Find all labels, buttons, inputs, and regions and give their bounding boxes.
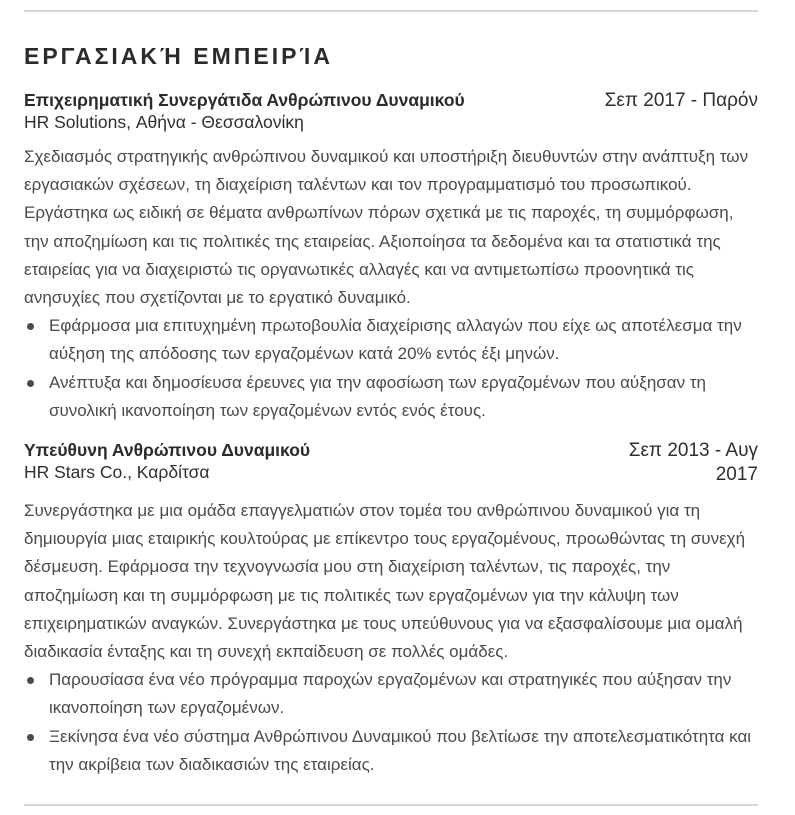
job-entry xyxy=(24,439,758,779)
achievement-text: Εφάρμοσα μια επιτυχημένη πρωτοβουλία διαχείρισης αλλαγών που είχε ως αποτέλεσμα την αύξηση της απόδοσης των εργαζομένων κατά 20% εντός έξι μηνών. xyxy=(49,316,742,364)
bottom-divider xyxy=(24,804,758,806)
achievement-list xyxy=(24,312,758,425)
job-company: HR Solutions, Αθήνα - Θεσσαλονίκη xyxy=(24,112,304,132)
job-description: Σχεδιασμός στρατηγικής ανθρώπινου δυναμικού και υποστήριξη διευθυντών στην ανάπτυξη των εργασιακών σχέσεων, τη διαχείριση ταλέντων και τον προγραμματισμό του προσωπικού. Εργάστηκα ως ειδική σε θέματα ανθρωπίνων πόρων σχετικά με τις παροχές, τη συμμόρφωση, την αποζημίωση και τις πολιτικές της εταιρείας. Αξιοποίησα τα δεδομένα και τα στατιστικά της εταιρείας για να διαχειριστώ τις οργανωτικές αλλαγές και να αντιμετωπίσω προονητικά τις ανησυχίες που σχετίζονται με το εργατικό δυναμικό. xyxy=(24,147,749,308)
achievement-item xyxy=(24,369,758,425)
achievement-text: Παρουσίασα ένα νέο πρόγραμμα παροχών εργαζομένων και στρατηγικές που αύξησαν την ικανοποίηση των εργαζομένων. xyxy=(49,670,732,718)
job-title: Υπεύθυνη Ανθρώπινου Δυναμικού xyxy=(24,440,311,461)
bullet-icon xyxy=(27,323,34,330)
achievement-item xyxy=(24,312,758,368)
job-dates: Σεπ 2017 - Παρόν xyxy=(604,90,758,111)
bullet-icon xyxy=(27,380,34,387)
section-title: ΕΡΓΑΣΙΑΚΉ ΕΜΠΕΙΡΊΑ xyxy=(24,43,333,69)
achievement-text: Ξεκίνησα ένα νέο σύστημα Ανθρώπινου Δυναμικού που βελτίωσε την αποτελεσματικότητα και την ακρίβεια των διαδικασιών της εταιρείας. xyxy=(49,726,752,774)
job-title: Επιχειρηματική Συνεργάτιδα Ανθρώπινου Δυναμικού xyxy=(24,90,465,110)
job-info xyxy=(24,89,605,133)
job-description: Συνεργάστηκα με μια ομάδα επαγγελματιών στον τομέα του ανθρώπινου δυναμικού για τη δημιουργία μιας εταιρικής κουλτούρας με επίκεντρο τους εργαζομένους, προωθώντας τη συνεχή δέσμευση. Εφάρμοσα την τεχνογνωσία μου στη διαχείριση ταλέντων, τις παροχές, την αποζημίωση και τη συμμόρφωση με τις πολιτικές των εργαζομένων για την κάλυψη των επιχειρηματικών αναγκών. Συνεργάστηκα με τους υπεύθυνους για να εξασφαλίσουμε μια ομαλή διαδικασία ένταξης και τη συνεχή εκπαίδευση σε πολλές ομάδες. xyxy=(24,501,746,662)
bullet-icon xyxy=(27,734,34,741)
achievement-item xyxy=(24,666,758,722)
achievement-text: Ανέπτυξα και δημοσίευσα έρευνες για την αφοσίωση των εργαζομένων που αύξησαν τη συνολική ικανοποίηση των εργαζομένων εντός ενός έτους. xyxy=(49,372,706,420)
job-info xyxy=(24,439,598,483)
job-entry xyxy=(24,89,758,425)
job-dates: Σεπ 2013 - Αυγ 2017 xyxy=(628,440,758,486)
job-header xyxy=(24,89,758,133)
top-divider xyxy=(24,10,758,12)
job-company: HR Stars Co., Καρδίτσα xyxy=(24,462,210,483)
job-header xyxy=(24,439,758,487)
bullet-icon xyxy=(27,677,34,684)
achievement-list xyxy=(24,666,758,779)
work-experience-section xyxy=(24,40,758,779)
achievement-item xyxy=(24,723,758,779)
